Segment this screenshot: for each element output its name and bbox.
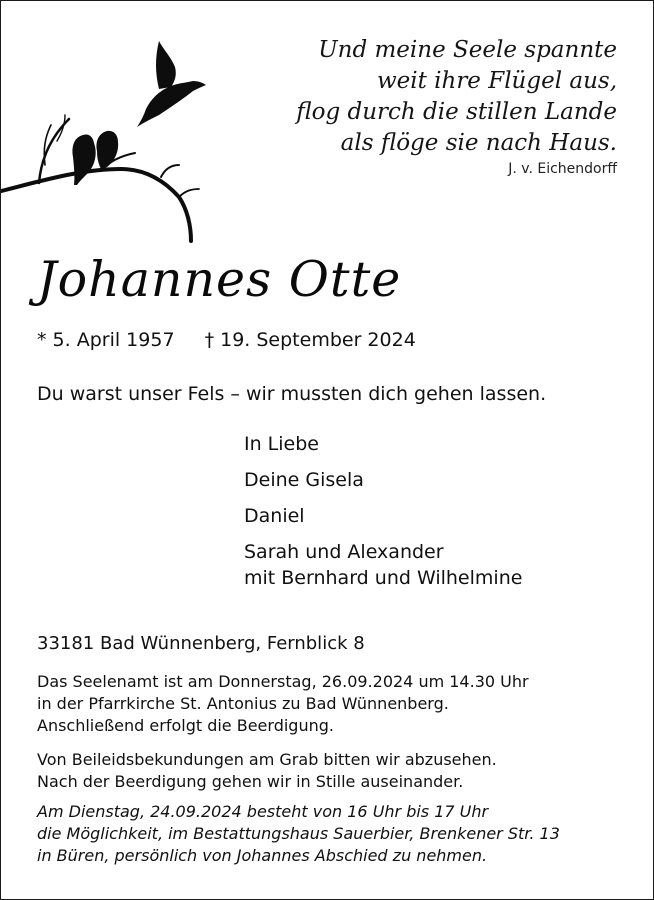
death-date: † 19. September 2024 xyxy=(204,329,416,351)
poem-line: Und meine Seele spannte xyxy=(318,37,617,63)
family-member xyxy=(244,503,522,529)
poem-line: flog durch die stillen Lande xyxy=(296,99,617,125)
sitting-bird-left xyxy=(72,134,95,185)
deceased-name: Johannes Otte xyxy=(37,251,402,308)
notice-line: in Büren, persönlich von Johannes Abschied zu nehmen. xyxy=(37,846,488,865)
notice-line: Von Beileidsbekundungen am Grab bitten wir abzusehen. xyxy=(37,750,497,769)
poem-verse xyxy=(277,35,617,159)
family-member-name: mit Bernhard und Wilhelmine xyxy=(244,567,523,589)
family-address: 33181 Bad Wünnenberg, Fernblick 8 xyxy=(37,633,365,654)
family-member-name: Daniel xyxy=(244,505,305,527)
poem-author: J. v. Eichendorff xyxy=(508,161,617,177)
family-signatures xyxy=(244,431,522,591)
family-member xyxy=(244,467,522,493)
poem-line: als flöge sie nach Haus. xyxy=(340,130,617,156)
family-member xyxy=(244,539,522,591)
condolences-notice xyxy=(37,749,497,793)
notice-line: in der Pfarrkirche St. Antonius zu Bad Wünnenberg. xyxy=(37,694,449,713)
birds-on-branch-illustration xyxy=(1,19,251,249)
family-member-name: Deine Gisela xyxy=(244,469,364,491)
service-notice xyxy=(37,671,529,737)
poem-line: weit ihre Flügel aus, xyxy=(376,68,617,94)
birth-date: * 5. April 1957 xyxy=(37,329,175,351)
notice-line: Anschließend erfolgt die Beerdigung. xyxy=(37,716,334,735)
notice-line: die Möglichkeit, im Bestattungshaus Sauerbier, Brenkener Str. 13 xyxy=(37,824,560,843)
farewell-notice xyxy=(37,801,560,867)
flying-bird xyxy=(137,41,206,127)
memorial-quote: Du warst unser Fels – wir mussten dich gehen lassen. xyxy=(37,383,547,405)
notice-line: Nach der Beerdigung gehen wir in Stille auseinander. xyxy=(37,772,464,791)
family-intro: In Liebe xyxy=(244,433,319,455)
life-dates xyxy=(37,329,416,351)
family-member-name: Sarah und Alexander xyxy=(244,541,444,563)
branch-shape xyxy=(1,169,191,241)
notice-line: Am Dienstag, 24.09.2024 besteht von 16 Uhr bis 17 Uhr xyxy=(37,802,489,821)
sitting-bird-right xyxy=(96,131,118,169)
notice-line: Das Seelenamt ist am Donnerstag, 26.09.2024 um 14.30 Uhr xyxy=(37,672,529,691)
